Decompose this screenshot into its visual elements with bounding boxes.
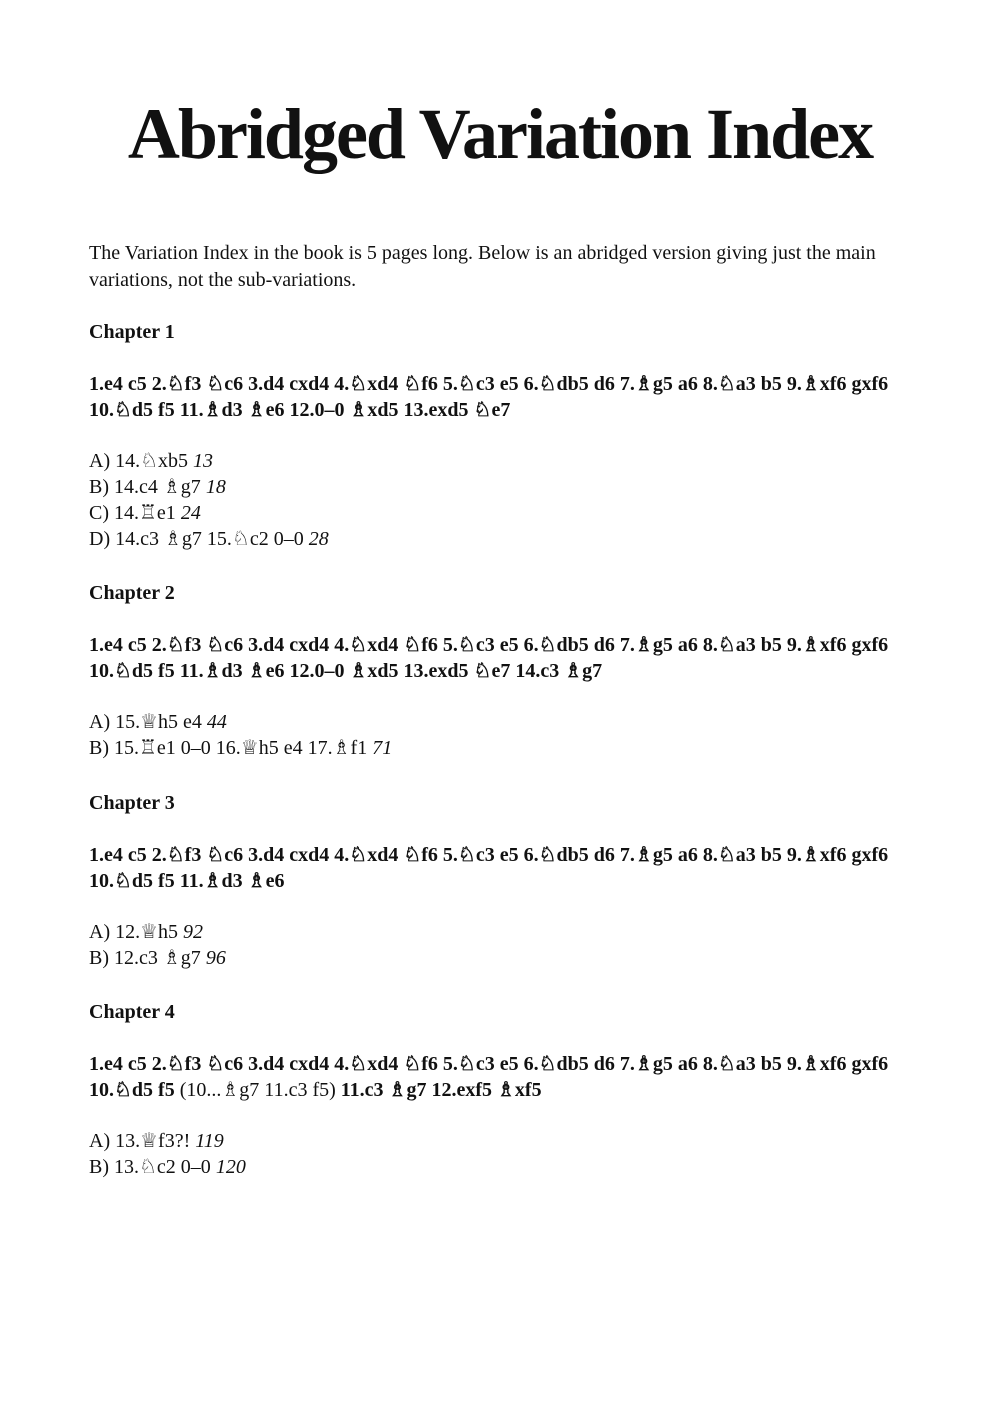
main-line-part: 11.c3 ♗g7 12.exf5 ♗xf5 [340, 1079, 542, 1101]
variation-move: A) 14.♘xb5 [89, 450, 189, 472]
main-line: 1.e4 c5 2.♘f3 ♘c6 3.d4 cxd4 4.♘xd4 ♘f6 5.♘c3 e5 6.♘db5 d6 7.♗g5 a6 8.♘a3 b5 9.♗xf6 gxf6 10.♘d5 f5 11.♗d3 ♗e6 [89, 844, 889, 892]
variation-list [89, 448, 919, 552]
variation-list [89, 919, 919, 971]
chapter-heading: Chapter 2 [89, 582, 175, 604]
variation-item [89, 709, 919, 735]
intro-paragraph: The Variation Index in the book is 5 pages long. Below is an abridged version giving just the main variations, not the sub-variations. [89, 242, 876, 291]
page-title: Abridged Variation Index [127, 94, 873, 174]
chapter-3-section [89, 790, 919, 971]
main-line-aside: (10...♗g7 11.c3 f5) [179, 1079, 336, 1101]
variation-move: A) 12.♕h5 [89, 921, 179, 943]
page-reference: 92 [183, 921, 204, 943]
variation-item [89, 1154, 919, 1180]
variation-item [89, 919, 919, 945]
chapter-4-section [89, 999, 919, 1180]
chapter-heading: Chapter 3 [89, 792, 175, 814]
main-line-part: 1.e4 c5 2.♘f3 ♘c6 3.d4 cxd4 4.♘xd4 ♘f6 5.♘c3 e5 6.♘db5 d6 7.♗g5 a6 8.♘a3 b5 9.♗xf6 gxf6 10.♘d5 f5 [89, 1053, 889, 1101]
page-reference: 13 [193, 450, 214, 472]
variation-move: D) 14.c3 ♗g7 15.♘c2 0–0 [89, 528, 304, 550]
variation-item [89, 474, 919, 500]
variation-move: A) 15.♕h5 e4 [89, 711, 202, 733]
chapter-1-section [89, 319, 919, 552]
chapter-heading: Chapter 4 [89, 1001, 175, 1023]
variation-move: A) 13.♕f3?! [89, 1130, 191, 1152]
variation-move: C) 14.♖e1 [89, 502, 176, 524]
main-line [89, 1051, 919, 1103]
page-reference: 18 [205, 476, 226, 498]
variation-item [89, 735, 919, 761]
variation-move: B) 12.c3 ♗g7 [89, 947, 201, 969]
page-reference: 96 [205, 947, 226, 969]
variation-move: B) 14.c4 ♗g7 [89, 476, 201, 498]
page-reference: 71 [372, 737, 393, 759]
variation-move: B) 13.♘c2 0–0 [89, 1156, 211, 1178]
page-reference: 120 [215, 1156, 246, 1178]
variation-item [89, 526, 919, 552]
page-reference: 28 [308, 528, 329, 550]
page-reference: 119 [195, 1130, 224, 1152]
variation-list [89, 709, 919, 761]
variation-item [89, 448, 919, 474]
variation-item [89, 500, 919, 526]
main-line: 1.e4 c5 2.♘f3 ♘c6 3.d4 cxd4 4.♘xd4 ♘f6 5.♘c3 e5 6.♘db5 d6 7.♗g5 a6 8.♘a3 b5 9.♗xf6 gxf6 10.♘d5 f5 11.♗d3 ♗e6 12.0–0 ♗xd5 13.exd5 ♘e7 [89, 373, 889, 421]
variation-list [89, 1128, 919, 1180]
chapter-heading: Chapter 1 [89, 321, 175, 343]
main-line: 1.e4 c5 2.♘f3 ♘c6 3.d4 cxd4 4.♘xd4 ♘f6 5.♘c3 e5 6.♘db5 d6 7.♗g5 a6 8.♘a3 b5 9.♗xf6 gxf6 10.♘d5 f5 11.♗d3 ♗e6 12.0–0 ♗xd5 13.exd5 ♘e7 14.c3 ♗g7 [89, 634, 889, 682]
page-reference: 44 [206, 711, 227, 733]
variation-move: B) 15.♖e1 0–0 16.♕h5 e4 17.♗f1 [89, 737, 368, 759]
variation-item [89, 1128, 919, 1154]
page-reference: 24 [180, 502, 201, 524]
variation-item [89, 945, 919, 971]
chapter-2-section [89, 580, 919, 761]
